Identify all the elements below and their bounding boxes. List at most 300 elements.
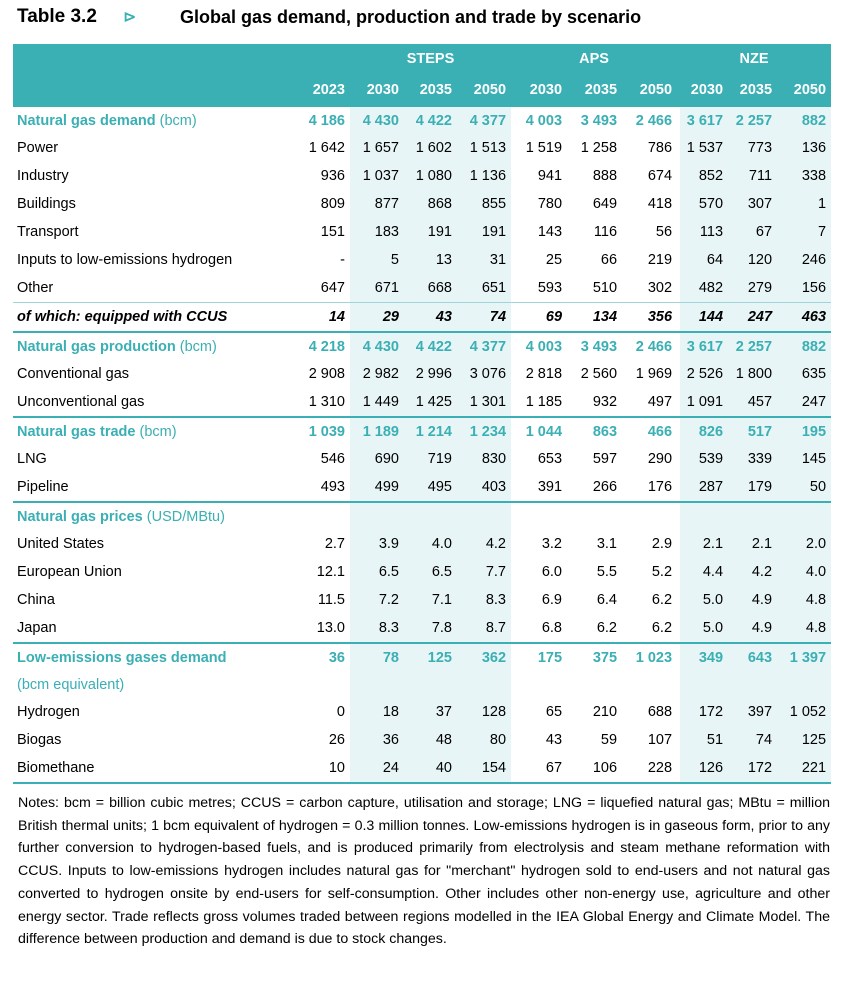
group-label: Natural gas demand — [17, 112, 156, 129]
value-cell: 2 466 — [622, 332, 677, 360]
header-label-blank — [13, 74, 297, 106]
value-cell: 1 301 — [469, 394, 507, 410]
value-cell: 7.1 — [431, 592, 452, 608]
row-label — [13, 417, 297, 445]
value-cell: 497 — [647, 394, 673, 410]
year-header: 2035 — [404, 74, 457, 106]
value-cell: 279 — [747, 280, 773, 296]
group-header-row — [13, 106, 831, 134]
value-cell: 1 044 — [511, 417, 567, 445]
value-cell: 183 — [374, 224, 399, 240]
value-cell: 25 — [545, 252, 563, 268]
value-cell: 7.7 — [485, 564, 507, 580]
value-cell: 6.5 — [431, 564, 452, 580]
value-cell: 228 — [622, 754, 677, 783]
scenario-aps: APS — [511, 44, 677, 74]
value-cell: 2 257 — [728, 106, 777, 134]
value-cell: 2 818 — [525, 366, 563, 382]
value-cell: 941 — [537, 168, 563, 184]
value-cell: 4.2 — [485, 536, 507, 552]
value-cell: 59 — [600, 732, 618, 748]
value-cell: 43 — [545, 732, 563, 748]
value-cell: 338 — [801, 168, 827, 184]
triangle-arrow-icon: ⊳ — [123, 9, 137, 26]
table-row — [13, 218, 831, 246]
value-cell: 4 003 — [511, 332, 567, 360]
value-cell — [567, 671, 622, 698]
value-cell: 403 — [481, 479, 507, 495]
value-cell: 5 — [390, 252, 399, 268]
table-row — [13, 586, 831, 614]
value-cell: 1 214 — [404, 417, 457, 445]
table-row — [13, 473, 831, 502]
value-cell: 120 — [747, 252, 773, 268]
value-cell: 1 258 — [580, 140, 618, 156]
row-label: LNG — [17, 451, 47, 467]
value-cell: 36 — [297, 643, 350, 671]
table-row — [13, 445, 831, 473]
value-cell: 3 076 — [469, 366, 507, 382]
value-cell: 1 080 — [415, 168, 452, 184]
value-cell: 855 — [481, 196, 507, 212]
value-cell: 69 — [511, 303, 567, 333]
value-cell: 711 — [748, 168, 773, 184]
value-cell: 780 — [537, 196, 563, 212]
value-cell: 8.7 — [485, 620, 507, 636]
value-cell — [777, 671, 831, 698]
value-cell: 653 — [537, 451, 563, 467]
value-cell: 3 493 — [567, 332, 622, 360]
value-cell: 151 — [320, 224, 345, 240]
table-row — [13, 303, 831, 333]
table-row — [13, 162, 831, 190]
value-cell: 647 — [320, 280, 345, 296]
value-cell: 6.5 — [378, 564, 399, 580]
row-label: Transport — [17, 224, 79, 240]
value-cell: 154 — [457, 754, 511, 783]
value-cell: 3.9 — [378, 536, 399, 552]
row-label: Biogas — [17, 732, 62, 748]
value-cell: 13 — [435, 252, 452, 268]
value-cell: 3 617 — [677, 332, 728, 360]
value-cell: 773 — [747, 140, 773, 156]
value-cell: 4 218 — [297, 332, 350, 360]
value-cell: 649 — [592, 196, 618, 212]
value-cell: 2 560 — [580, 366, 618, 382]
value-cell: 786 — [647, 140, 673, 156]
value-cell: 688 — [647, 704, 673, 720]
value-cell: 128 — [481, 704, 507, 720]
row-label: Other — [17, 280, 54, 296]
value-cell: 690 — [374, 451, 399, 467]
value-cell: 1 185 — [525, 394, 563, 410]
table-row — [13, 246, 831, 274]
group-unit: (bcm) — [139, 423, 177, 440]
year-header: 2050 — [457, 74, 511, 106]
value-cell: 2.1 — [702, 536, 724, 552]
year-header: 2035 — [567, 74, 622, 106]
row-label: Industry — [17, 168, 69, 184]
value-cell — [728, 502, 777, 530]
value-cell — [511, 502, 567, 530]
value-cell — [297, 671, 350, 698]
row-label: Inputs to low-emissions hydrogen — [17, 252, 233, 268]
value-cell: 4.0 — [805, 564, 827, 580]
row-label: Conventional gas — [17, 366, 130, 382]
value-cell: 2 526 — [686, 366, 724, 382]
value-cell: 5.2 — [651, 564, 673, 580]
value-cell: 362 — [457, 643, 511, 671]
value-cell: 1 039 — [297, 417, 350, 445]
value-cell: 493 — [320, 479, 345, 495]
value-cell — [404, 671, 457, 698]
row-label — [13, 643, 297, 671]
value-cell: 651 — [481, 280, 507, 296]
value-cell: 107 — [647, 732, 673, 748]
group-label: Natural gas prices — [17, 508, 143, 525]
value-cell: 125 — [801, 732, 827, 748]
value-cell: 877 — [374, 196, 399, 212]
value-cell — [777, 502, 831, 530]
table-row — [13, 274, 831, 303]
value-cell: 418 — [647, 196, 673, 212]
value-cell — [457, 671, 511, 698]
value-cell: 191 — [481, 224, 507, 240]
value-cell: 3 493 — [567, 106, 622, 134]
table-row — [13, 558, 831, 586]
value-cell: 191 — [427, 224, 452, 240]
year-header-row — [13, 74, 831, 106]
row-label: (bcm equivalent) — [17, 676, 125, 693]
value-cell: 4 377 — [457, 332, 511, 360]
value-cell: 78 — [350, 643, 404, 671]
value-cell — [457, 502, 511, 530]
value-cell: 29 — [350, 303, 404, 333]
value-cell: 882 — [777, 332, 831, 360]
value-cell: 26 — [328, 732, 345, 748]
table-row — [13, 388, 831, 417]
row-label — [13, 502, 297, 530]
value-cell: 1 657 — [362, 140, 399, 156]
value-cell: 4.0 — [431, 536, 452, 552]
value-cell: 4 377 — [457, 106, 511, 134]
row-label — [13, 332, 297, 360]
value-cell: 4.8 — [805, 620, 827, 636]
value-cell: 210 — [592, 704, 618, 720]
year-header: 2030 — [677, 74, 728, 106]
value-cell: 1 642 — [308, 140, 345, 156]
value-cell: 4 422 — [404, 106, 457, 134]
value-cell: 830 — [481, 451, 507, 467]
value-cell: 4 430 — [350, 106, 404, 134]
value-cell: 145 — [801, 451, 827, 467]
value-cell: 1 519 — [525, 140, 563, 156]
value-cell: 719 — [427, 451, 452, 467]
value-cell: 74 — [755, 732, 773, 748]
table-number: Table 3.2 — [17, 6, 97, 27]
value-cell: 517 — [728, 417, 777, 445]
scenario-nze: NZE — [677, 44, 831, 74]
value-cell: 40 — [404, 754, 457, 783]
value-cell: 1 023 — [622, 643, 677, 671]
value-cell: 8.3 — [485, 592, 507, 608]
value-cell: 24 — [350, 754, 404, 783]
value-cell: 4.8 — [805, 592, 827, 608]
group-unit: (bcm) — [179, 338, 217, 355]
table-row — [13, 698, 831, 726]
table-row — [13, 614, 831, 643]
value-cell: 1 037 — [362, 168, 399, 184]
table-title-text: Global gas demand, production and trade by scenario — [180, 7, 642, 27]
value-cell: 882 — [777, 106, 831, 134]
value-cell: 539 — [698, 451, 724, 467]
group-header-row — [13, 502, 831, 530]
value-cell: 1 449 — [362, 394, 399, 410]
scenario-steps: STEPS — [350, 44, 511, 74]
group-header-row — [13, 643, 831, 671]
table-row — [13, 360, 831, 388]
row-label: Buildings — [17, 196, 76, 212]
value-cell: 2 466 — [622, 106, 677, 134]
value-cell: 219 — [647, 252, 673, 268]
row-label — [13, 106, 297, 134]
value-cell: 5.5 — [596, 564, 618, 580]
group-label: Natural gas trade — [17, 423, 136, 440]
value-cell: 179 — [747, 479, 773, 495]
value-cell: 546 — [320, 451, 345, 467]
value-cell: 113 — [699, 224, 724, 240]
value-cell: 466 — [622, 417, 677, 445]
value-cell: 1 052 — [789, 704, 827, 720]
year-header: 2035 — [728, 74, 777, 106]
value-cell: 65 — [545, 704, 563, 720]
value-cell: 863 — [567, 417, 622, 445]
header-blank — [13, 44, 350, 74]
value-cell: 868 — [427, 196, 452, 212]
value-cell: 144 — [677, 303, 728, 333]
value-cell: 126 — [677, 754, 728, 783]
value-cell: 1 189 — [350, 417, 404, 445]
value-cell: 4.9 — [751, 592, 773, 608]
value-cell: 37 — [435, 704, 452, 720]
value-cell: 809 — [320, 196, 345, 212]
value-cell: 136 — [801, 140, 827, 156]
value-cell: 221 — [777, 754, 831, 783]
value-cell: 1 425 — [415, 394, 452, 410]
value-cell: 134 — [567, 303, 622, 333]
group-header-row — [13, 417, 831, 445]
value-cell: 6.4 — [596, 592, 618, 608]
year-header: 2030 — [511, 74, 567, 106]
value-cell: 18 — [382, 704, 399, 720]
value-cell: 1 513 — [469, 140, 507, 156]
value-cell: 1 602 — [415, 140, 452, 156]
value-cell: 10 — [297, 754, 350, 783]
value-cell — [622, 502, 677, 530]
value-cell: 36 — [382, 732, 399, 748]
value-cell: 3 617 — [677, 106, 728, 134]
value-cell: 4.9 — [751, 620, 773, 636]
value-cell: 1 310 — [308, 394, 345, 410]
value-cell: 8.3 — [378, 620, 399, 636]
value-cell: 2 982 — [362, 366, 399, 382]
value-cell — [677, 671, 728, 698]
gas-table — [13, 44, 831, 784]
value-cell: 668 — [427, 280, 452, 296]
table-row — [13, 190, 831, 218]
value-cell: 64 — [706, 252, 724, 268]
value-cell: 4 003 — [511, 106, 567, 134]
row-label: Japan — [17, 620, 57, 636]
value-cell: 1 136 — [469, 168, 507, 184]
table-row — [13, 530, 831, 558]
value-cell: 4 422 — [404, 332, 457, 360]
value-cell: 12.1 — [316, 564, 345, 580]
value-cell: 852 — [698, 168, 724, 184]
table-title — [17, 6, 837, 32]
value-cell: 1 969 — [635, 366, 673, 382]
value-cell: 67 — [755, 224, 773, 240]
value-cell: 302 — [647, 280, 673, 296]
value-cell: 826 — [677, 417, 728, 445]
group-label: Low-emissions gases demand — [17, 649, 227, 666]
value-cell: 499 — [374, 479, 399, 495]
value-cell: 510 — [592, 280, 618, 296]
value-cell — [350, 502, 404, 530]
value-cell: 172 — [728, 754, 777, 783]
value-cell: 597 — [592, 451, 618, 467]
value-cell: 6.2 — [596, 620, 618, 636]
value-cell: 643 — [728, 643, 777, 671]
value-cell: 80 — [489, 732, 507, 748]
value-cell: 397 — [747, 704, 773, 720]
value-cell: 4.4 — [702, 564, 724, 580]
value-cell: 6.2 — [651, 620, 673, 636]
value-cell: 48 — [435, 732, 452, 748]
table-row — [13, 134, 831, 162]
row-label: of which: equipped with CCUS — [13, 303, 297, 333]
value-cell: 1 234 — [457, 417, 511, 445]
value-cell: 2 908 — [308, 366, 345, 382]
value-cell: 172 — [698, 704, 724, 720]
value-cell: 74 — [457, 303, 511, 333]
group-unit: (USD/MBtu) — [146, 508, 225, 525]
value-cell — [728, 671, 777, 698]
group-unit: (bcm) — [159, 112, 197, 129]
value-cell: 482 — [698, 280, 724, 296]
row-label: Hydrogen — [17, 704, 80, 720]
value-cell: 43 — [404, 303, 457, 333]
value-cell: 463 — [777, 303, 831, 333]
value-cell: 356 — [622, 303, 677, 333]
value-cell: 143 — [537, 224, 563, 240]
value-cell: 14 — [297, 303, 350, 333]
value-cell: 7.2 — [378, 592, 399, 608]
value-cell: 391 — [537, 479, 563, 495]
year-header: 2030 — [350, 74, 404, 106]
group-header-row — [13, 332, 831, 360]
row-label: United States — [17, 536, 105, 552]
value-cell: 13.0 — [316, 620, 345, 636]
value-cell: 635 — [801, 366, 827, 382]
value-cell: 936 — [320, 168, 345, 184]
value-cell: 156 — [801, 280, 827, 296]
table-row — [13, 754, 831, 783]
value-cell: 3.2 — [541, 536, 563, 552]
value-cell: 339 — [747, 451, 773, 467]
value-cell: 266 — [592, 479, 618, 495]
value-cell: 106 — [567, 754, 622, 783]
value-cell: 3.1 — [596, 536, 618, 552]
value-cell — [297, 502, 350, 530]
value-cell: 0 — [336, 704, 345, 720]
value-cell: 50 — [809, 479, 827, 495]
value-cell: 888 — [592, 168, 618, 184]
year-header: 2023 — [297, 74, 350, 106]
value-cell: 932 — [592, 394, 618, 410]
value-cell: 2.9 — [651, 536, 673, 552]
value-cell: 1 397 — [777, 643, 831, 671]
value-cell — [567, 502, 622, 530]
group-header-row — [13, 671, 831, 698]
value-cell: 287 — [698, 479, 724, 495]
value-cell: 31 — [489, 252, 507, 268]
value-cell: 5.0 — [702, 620, 724, 636]
value-cell: 7 — [817, 224, 827, 240]
value-cell: 307 — [747, 196, 773, 212]
value-cell: 570 — [698, 196, 724, 212]
row-label: China — [17, 592, 55, 608]
row-label: Biomethane — [13, 754, 297, 783]
value-cell: 457 — [747, 394, 773, 410]
value-cell: 56 — [655, 224, 673, 240]
value-cell: 2 257 — [728, 332, 777, 360]
value-cell: 6.8 — [541, 620, 563, 636]
value-cell: 2.7 — [324, 536, 345, 552]
value-cell: 11.5 — [317, 592, 345, 608]
value-cell: - — [340, 252, 345, 268]
value-cell: 349 — [677, 643, 728, 671]
value-cell: 176 — [647, 479, 673, 495]
value-cell: 375 — [567, 643, 622, 671]
value-cell: 1 091 — [686, 394, 724, 410]
value-cell — [677, 502, 728, 530]
value-cell: 2.0 — [805, 536, 827, 552]
value-cell: 247 — [801, 394, 827, 410]
value-cell: 2.1 — [751, 536, 773, 552]
value-cell: 175 — [511, 643, 567, 671]
value-cell: 66 — [600, 252, 618, 268]
value-cell: 1 — [817, 196, 827, 212]
year-header: 2050 — [777, 74, 831, 106]
value-cell: 2 996 — [415, 366, 452, 382]
value-cell: 125 — [404, 643, 457, 671]
row-label: European Union — [17, 564, 122, 580]
value-cell: 7.8 — [431, 620, 452, 636]
value-cell: 495 — [427, 479, 452, 495]
value-cell: 195 — [777, 417, 831, 445]
value-cell: 247 — [728, 303, 777, 333]
value-cell: 67 — [511, 754, 567, 783]
value-cell: 671 — [374, 280, 399, 296]
value-cell: 116 — [593, 224, 618, 240]
value-cell: 4 186 — [297, 106, 350, 134]
value-cell: 6.0 — [541, 564, 563, 580]
table-body — [13, 106, 831, 783]
year-header: 2050 — [622, 74, 677, 106]
table-row — [13, 726, 831, 754]
value-cell: 1 800 — [735, 366, 773, 382]
